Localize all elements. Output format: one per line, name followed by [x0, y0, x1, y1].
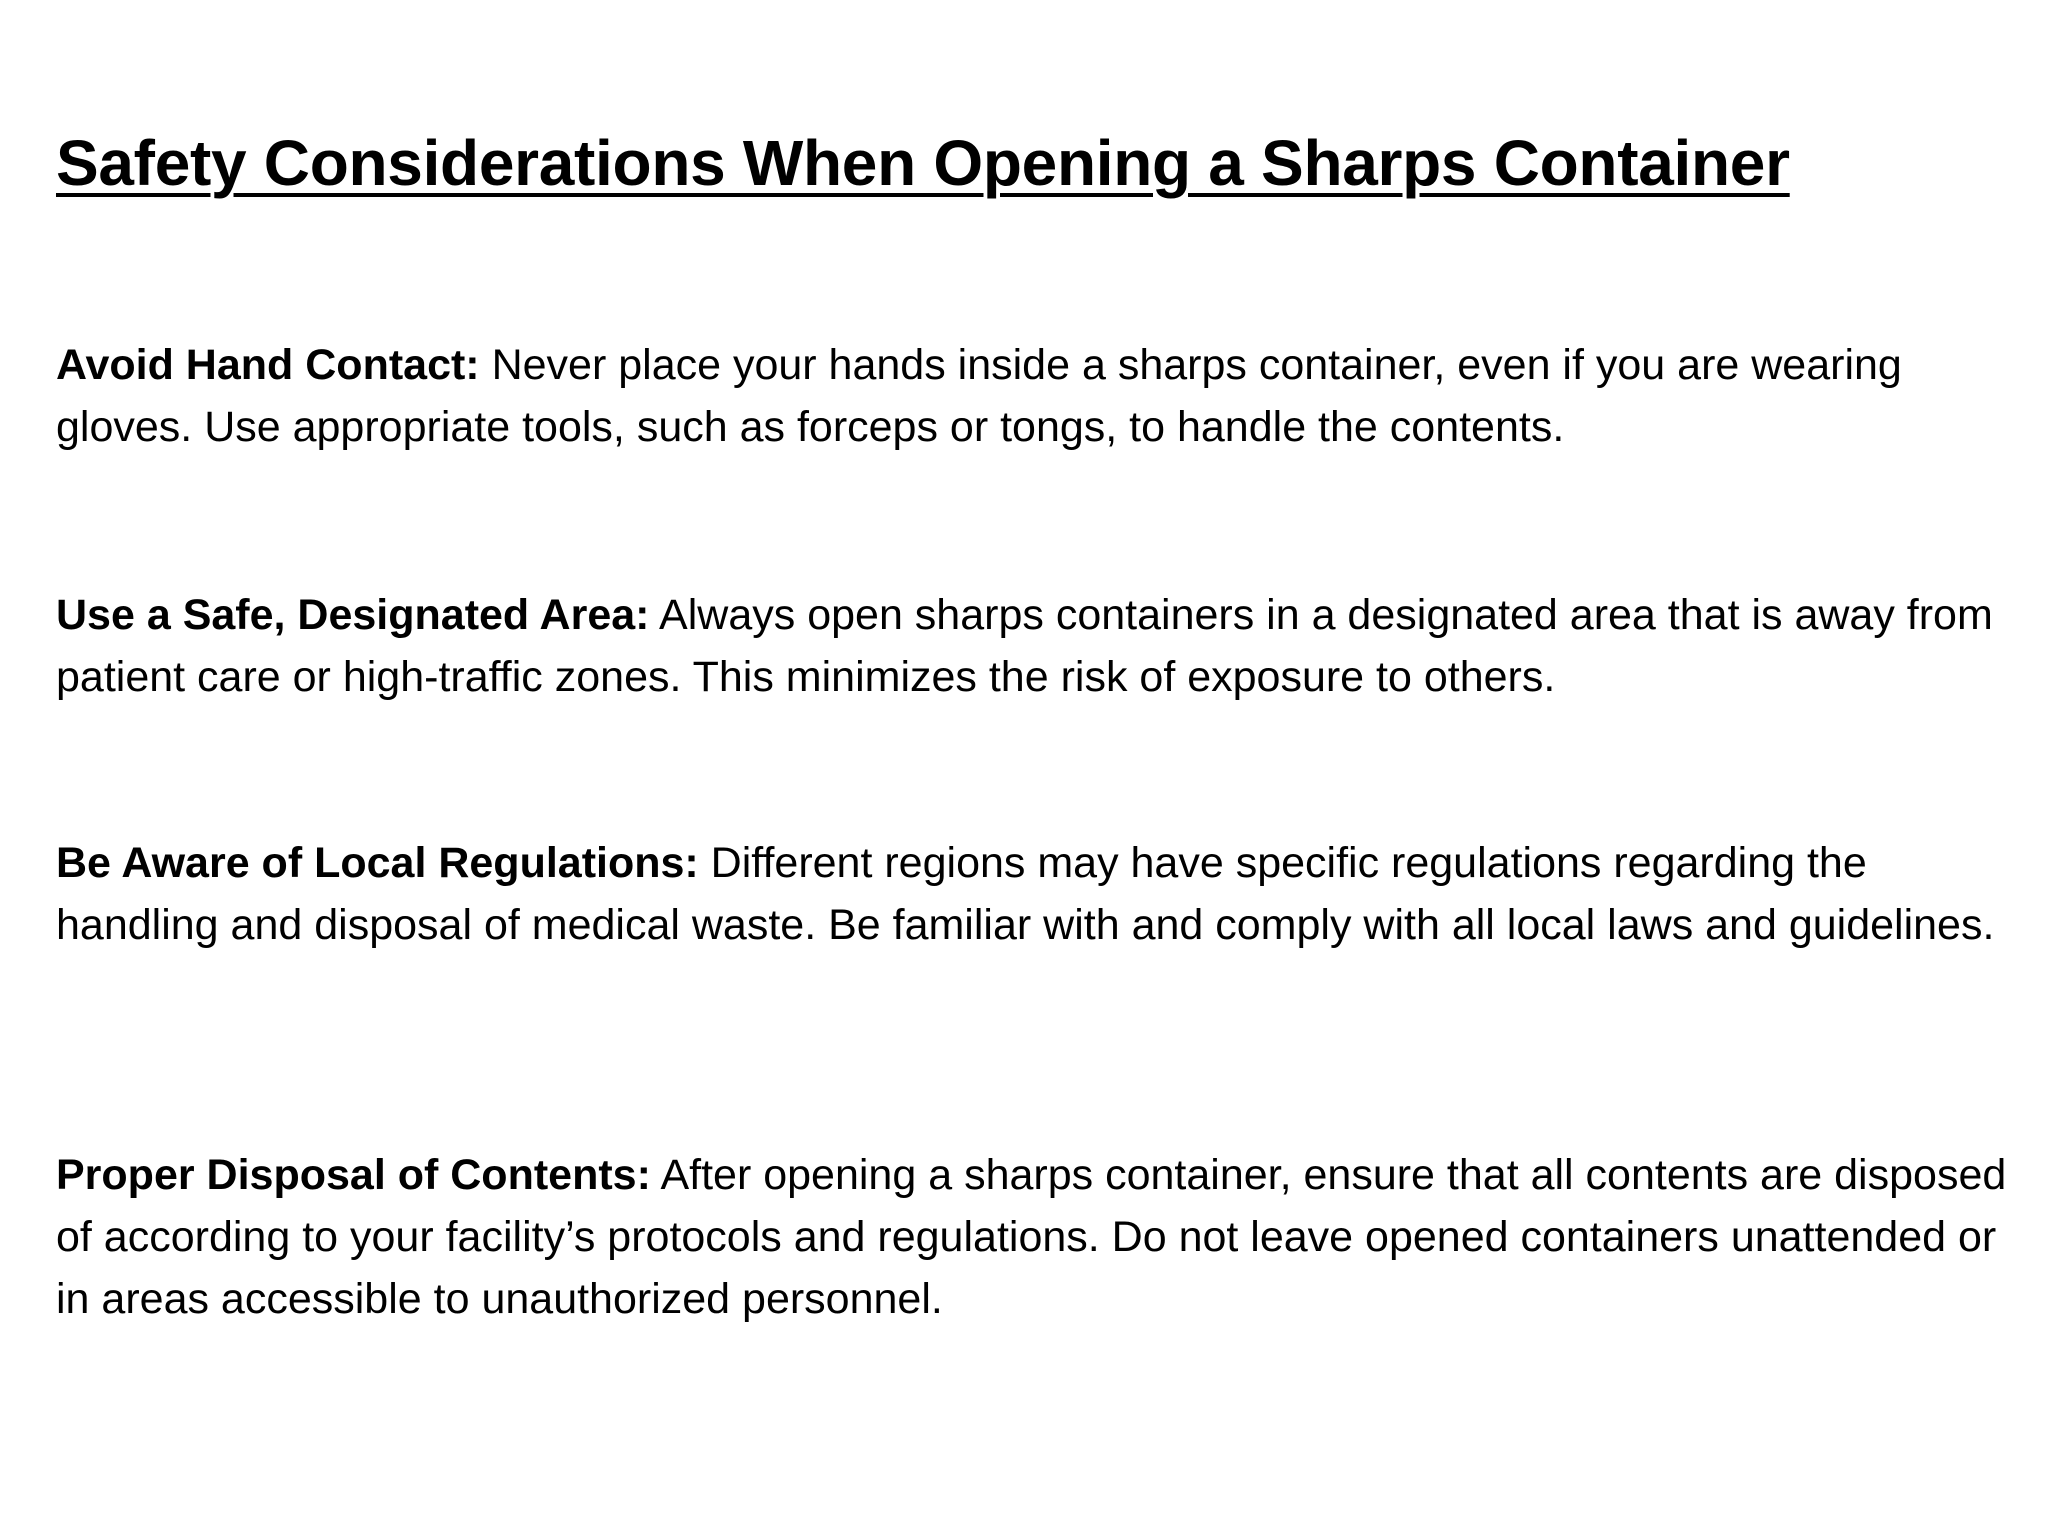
page-title: Safety Considerations When Opening a Sharps Container	[56, 127, 1790, 199]
point-text: Different regions may have specific regulations regarding the handling and disposal of medical waste. Be familiar with and comply with all local laws and guidelines.	[56, 839, 1995, 949]
point-label: Be Aware of Local Regulations:	[56, 839, 699, 887]
point-label: Proper Disposal of Contents:	[56, 1151, 651, 1199]
point-label: Use a Safe, Designated Area:	[56, 591, 650, 639]
point-text: Never place your hands inside a sharps container, even if you are wearing gloves. Use appropriate tools, such as forceps or tongs, to handle the contents.	[56, 341, 1902, 451]
point-text: Always open sharps containers in a designated area that is away from patient care or high-traffic zones. This minimizes the risk of exposure to others.	[56, 591, 1993, 701]
point-safe-designated-area	[56, 584, 2016, 708]
point-avoid-hand-contact	[56, 334, 2016, 458]
point-local-regulations	[56, 832, 2016, 956]
point-proper-disposal	[56, 1144, 2016, 1330]
point-text: After opening a sharps container, ensure that all contents are disposed of according to your facility’s protocols and regulations. Do not leave opened containers unattended or in areas accessible to unauthorized personnel.	[56, 1151, 2007, 1323]
point-label: Avoid Hand Contact:	[56, 341, 480, 389]
